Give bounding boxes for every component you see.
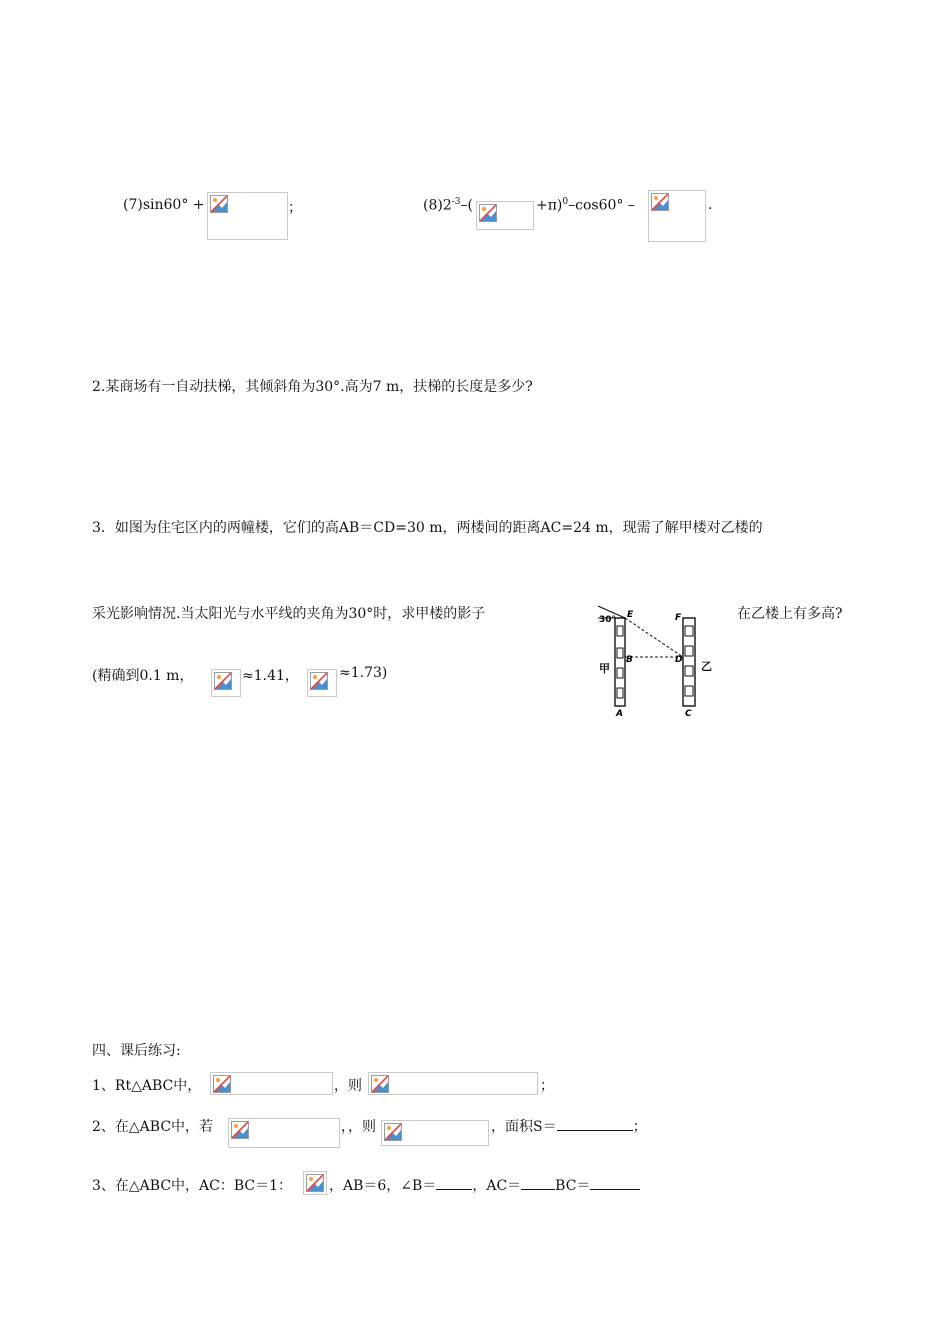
label-yi: 乙 [701,660,712,673]
buildings-figure [595,600,720,720]
broken-image [207,192,288,240]
broken-image [228,1118,340,1148]
exercise-3c-text: ，AC＝ [472,1178,522,1194]
window [617,668,623,678]
exercise-1a: 1、Rt△ABC中， [92,1078,202,1094]
q7-prefix: (7)sin60° + [123,197,205,213]
q8-end: . [708,197,713,213]
exercise-3-rest [329,1175,640,1195]
q8-expression [423,197,473,214]
q8-plus-pi [536,197,635,214]
window [617,626,623,636]
q8-cos: –cos60° – [568,197,635,214]
broken-image [368,1072,538,1095]
broken-image-icon [479,204,497,222]
q8-plus-pi-text: +π) [536,197,563,214]
label-d: D [675,655,683,665]
q7-suffix: ； [288,200,302,216]
broken-image [210,1072,333,1095]
broken-image-icon [210,195,228,213]
broken-image [381,1120,489,1146]
problem-2: 2.某商场有一自动扶梯，其倾斜角为30°.高为7 m，扶梯的长度是多少? [92,379,533,395]
broken-image-icon [310,672,328,690]
shadow-line [625,618,683,657]
broken-image-icon [371,1075,389,1093]
label-c: C [685,709,692,719]
window [685,626,693,636]
broken-image-icon [651,193,669,211]
broken-image-icon [306,1174,324,1192]
answer-blank-angle-b[interactable] [436,1175,472,1190]
label-e: E [627,610,634,620]
window [685,646,693,656]
broken-image [303,1171,327,1195]
broken-image [211,669,241,697]
window [685,686,693,696]
exercise-2a: 2、在△ABC中，若 [92,1119,214,1135]
exercise-2d-text: ； [632,1119,647,1135]
problem-3-line3b: ≈1.41， [242,668,299,684]
broken-image [307,669,337,697]
q8-prefix: (8)2 [423,197,452,214]
broken-image-icon [213,1075,231,1093]
broken-image [648,190,706,242]
problem-3-line3c: ≈1.73) [339,665,388,681]
q8-exponent: -3 [451,197,461,207]
label-jia: 甲 [599,662,610,675]
exercise-2c [491,1116,647,1136]
window [617,688,623,698]
answer-blank-area[interactable] [557,1116,633,1131]
problem-3-line2a: 采光影响情况.当太阳光与水平线的夹角为30°时，求甲楼的影子 [92,606,486,622]
section-4-title: 四、课后练习: [92,1043,181,1059]
label-f: F [675,613,682,623]
answer-blank-ac[interactable] [521,1175,555,1190]
exercise-2b: ，，则 [341,1119,376,1135]
exercise-3d-text: BC＝ [555,1178,591,1194]
label-b: B [626,655,633,665]
broken-image [476,201,534,230]
exercise-3a: 3、在△ABC中，AC：BC＝1： [92,1178,293,1194]
broken-image-icon [214,672,232,690]
exercise-3b-text: ，AB＝6，∠B＝ [329,1178,437,1194]
problem-3-line2b: 在乙楼上有多高? [737,606,843,622]
answer-blank-bc[interactable] [590,1175,640,1190]
window [685,666,693,676]
broken-image-icon [231,1121,249,1139]
broken-image-icon [384,1123,402,1141]
window [617,648,623,658]
problem-3-line3a: (精确到0.1 m， [92,668,194,684]
angle-label: 30° [599,615,617,625]
label-a: A [616,709,623,719]
exercise-1c: ； [540,1078,554,1094]
problem-3-line1: 3．如图为住宅区内的两幢楼，它们的高AB＝CD=30 m，两楼间的距离AC=24 m，现需了解甲楼对乙楼的 [92,520,763,536]
q8-mid: –( [460,197,473,214]
exercise-1b: ，则 [334,1078,362,1094]
q8-exponent-zero: 0 [562,197,569,207]
exercise-2c-text: ，面积S＝ [491,1119,557,1135]
